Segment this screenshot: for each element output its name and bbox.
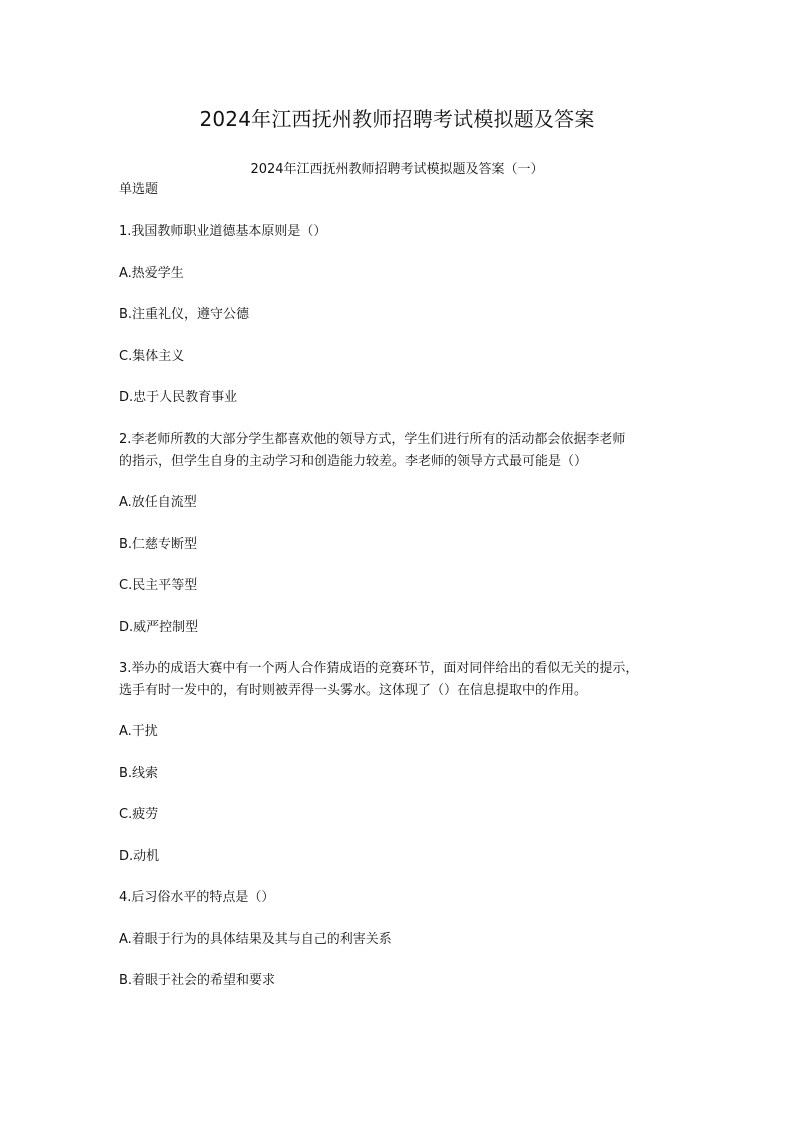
answer-option: D.动机 [119, 849, 160, 864]
question-stem-line: 选手有时一发中的，有时则被弄得一头雾水。这体现了（）在信息提取中的作用。 [119, 683, 588, 698]
document-title: 2024年江西抚州教师招聘考试模拟题及答案 [199, 107, 595, 131]
answer-option: C.集体主义 [119, 349, 185, 364]
question-stem-line: 2.李老师所教的大部分学生都喜欢他的领导方式，学生们进行所有的活动都会依据李老师 [119, 432, 626, 447]
answer-option: D.威严控制型 [119, 620, 199, 635]
answer-option: B.着眼于社会的希望和要求 [119, 973, 276, 988]
answer-option: D.忠于人民教育事业 [119, 390, 238, 405]
answer-option: A.着眼于行为的具体结果及其与自己的利害关系 [119, 932, 392, 947]
answer-option: A.干扰 [119, 724, 158, 739]
question-stem-line: 3.举办的成语大赛中有一个两人合作猜成语的竞赛环节，面对同伴给出的看似无关的提示， [119, 661, 639, 676]
document-subtitle: 2024年江西抚州教师招聘考试模拟题及答案（一） [250, 162, 544, 177]
section-heading: 单选题 [119, 182, 159, 197]
question-stem-line: 的指示，但学生自身的主动学习和创造能力较差。李老师的领导方式最可能是（） [119, 454, 588, 469]
question-stem: 1.我国教师职业道德基本原则是（） [119, 224, 327, 239]
answer-option: C.疲劳 [119, 807, 159, 822]
answer-option: B.线索 [119, 766, 159, 781]
answer-option: B.注重礼仪，遵守公德 [119, 307, 250, 322]
answer-option: A.热爱学生 [119, 266, 184, 281]
answer-option: B.仁慈专断型 [119, 537, 198, 552]
question-stem: 4.后习俗水平的特点是（） [119, 890, 275, 905]
answer-option: C.民主平等型 [119, 578, 198, 593]
answer-option: A.放任自流型 [119, 495, 197, 510]
